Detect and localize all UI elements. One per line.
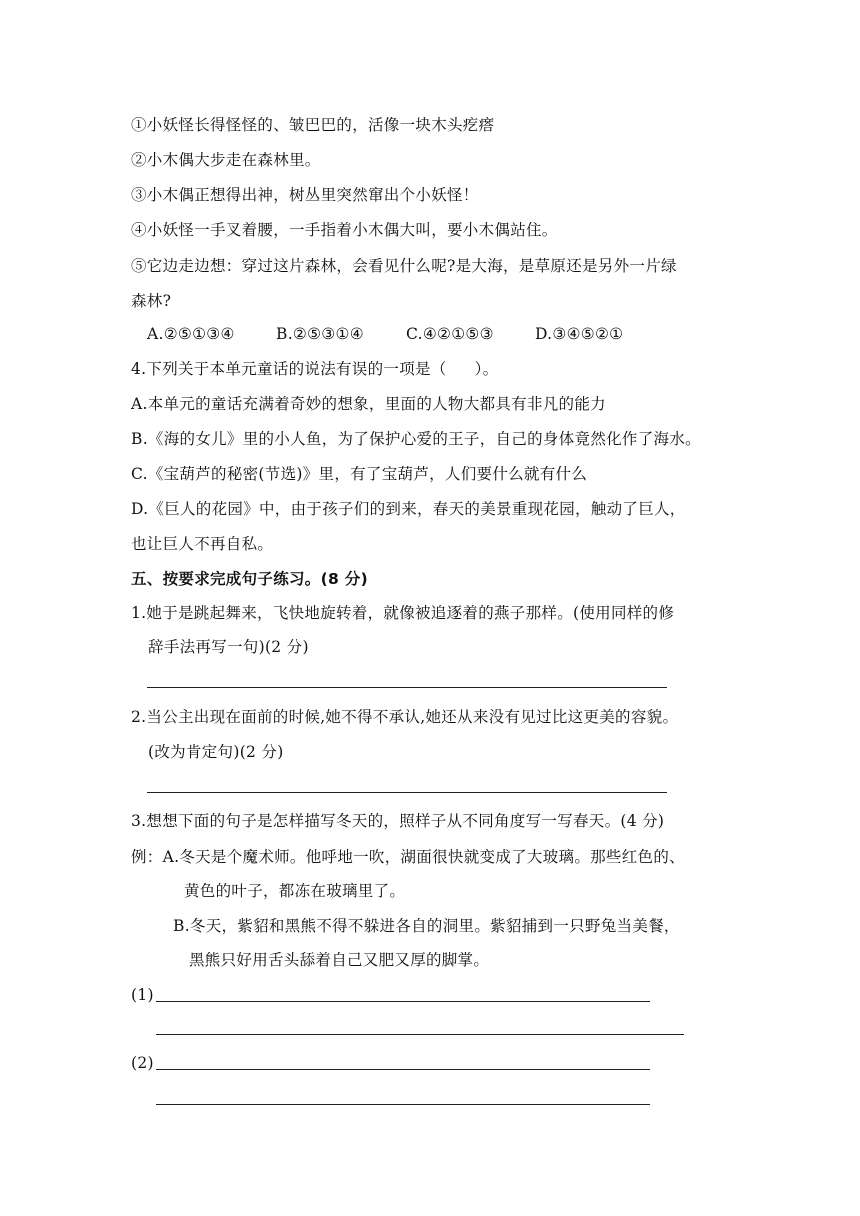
q3-options (147, 324, 623, 344)
answer-line-1b[interactable] (156, 1034, 684, 1035)
s5-q1-line1: 1.她于是跳起舞来，飞快地旋转着，就像被追逐着的燕子那样。(使用同样的修 (131, 604, 675, 622)
q4-choice-d: D.《巨人的花园》中，由于孩子们的到来，春天的美景重现花园，触动了巨人， (131, 500, 686, 518)
section-title: 五、按要求完成句子练习。(8 分) (131, 570, 368, 588)
option-c[interactable]: C.④②①⑤③ (406, 325, 494, 343)
q4-choice-c: C.《宝葫芦的秘密(节选)》里，有了宝葫芦，人们要什么就有什么 (131, 465, 588, 483)
sentence-4: ④小妖怪一手叉着腰，一手指着小木偶大叫，要小木偶站住。 (131, 221, 558, 239)
option-a[interactable]: A.②⑤①③④ (147, 325, 235, 343)
s5-q2-line1: 2.当公主出现在面前的时候,她不得不承认,她还从来没有见过比这更美的容貌。 (131, 708, 679, 726)
q4-stem-after: ）。 (474, 360, 499, 378)
sentence-2: ②小木偶大步走在森林里。 (131, 151, 321, 169)
sentence-5: ⑤它边走边想：穿过这片森林，会看见什么呢?是大海，是草原还是另外一片绿 (131, 257, 677, 275)
option-d[interactable]: D.③④⑤②① (535, 325, 624, 343)
example-b-line2: 黑熊只好用舌头舔着自己又肥又厚的脚掌。 (189, 951, 490, 969)
answer-line-2a[interactable] (156, 1069, 650, 1070)
option-b[interactable]: B.②⑤③①④ (276, 325, 364, 343)
sentence-5-cont: 森林? (131, 292, 172, 310)
example-b-line1: B.冬天，紫貂和黑熊不得不躲进各自的洞里。紫貂捕到一只野兔当美餐， (173, 917, 680, 935)
s5-q1-answer-line[interactable] (147, 687, 667, 688)
q4-choice-a: A.本单元的童话充满着奇妙的想象，里面的人物大都具有非凡的能力 (131, 395, 606, 413)
sentence-1: ①小妖怪长得怪怪的、皱巴巴的，活像一块木头疙瘩 (131, 116, 495, 134)
q4-stem-before: 4.下列关于本单元童话的说法有误的一项是（ (131, 360, 447, 378)
s5-q2-line2: (改为肯定句)(2 分) (148, 743, 284, 761)
example-a-line1: 例：A.冬天是个魔术师。他呼地一吹，湖面很快就变成了大玻璃。那些红色的、 (131, 848, 685, 866)
q4-choice-b: B.《海的女儿》里的小人鱼，为了保护心爱的王子，自己的身体竟然化作了海水。 (131, 430, 701, 448)
sentence-3: ③小木偶正想得出神，树丛里突然窜出个小妖怪！ (131, 186, 479, 204)
q4-choice-d-cont: 也让巨人不再自私。 (131, 535, 274, 553)
s5-q2-answer-line[interactable] (147, 792, 667, 793)
blank-label-2: (2) (131, 1054, 154, 1072)
s5-q3-stem: 3.想想下面的句子是怎样描写冬天的，照样子从不同角度写一写春天。(4 分) (131, 812, 665, 830)
example-a-line2: 黄色的叶子，都冻在玻璃里了。 (184, 882, 406, 900)
answer-line-1a[interactable] (156, 1001, 650, 1002)
q4-stem (131, 359, 498, 379)
blank-label-1: (1) (131, 986, 154, 1004)
answer-line-2b[interactable] (156, 1104, 650, 1105)
s5-q1-line2: 辞手法再写一句)(2 分) (148, 638, 309, 656)
